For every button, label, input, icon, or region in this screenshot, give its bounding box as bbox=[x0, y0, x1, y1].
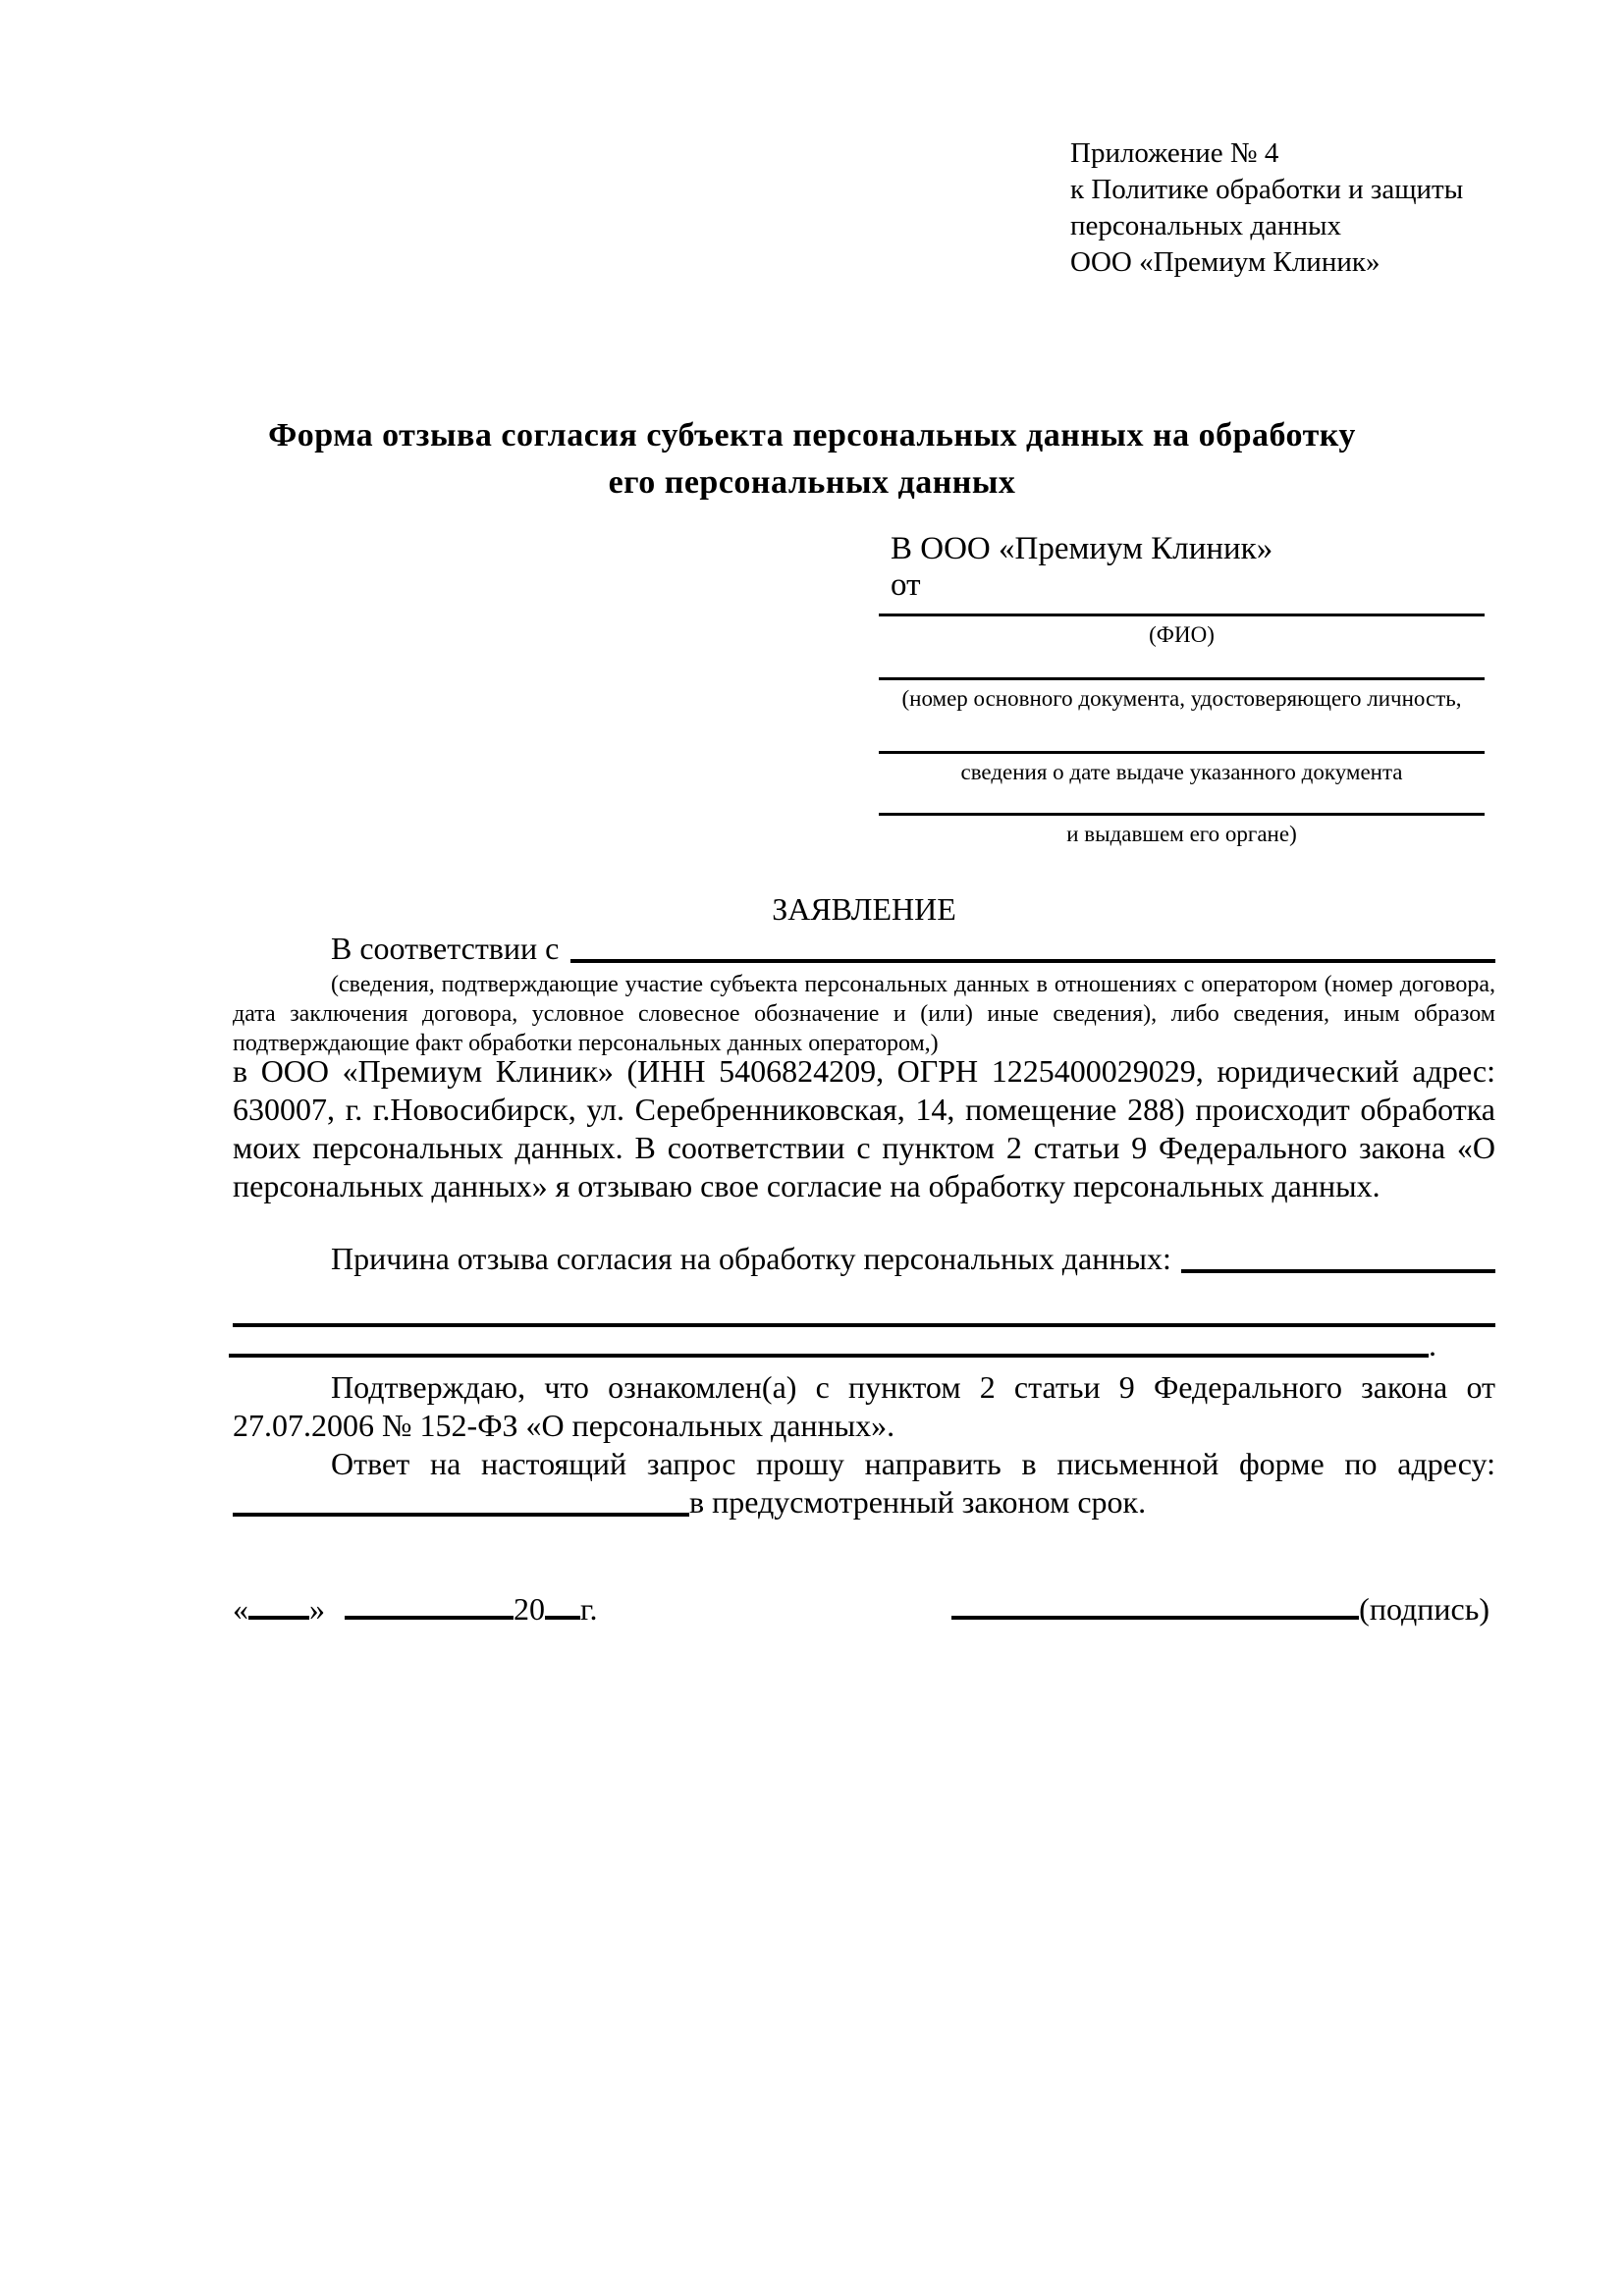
reason-row bbox=[233, 1239, 1495, 1278]
date-group bbox=[233, 1589, 598, 1629]
reason-fill-line bbox=[1181, 1269, 1495, 1273]
annex-line-3: персональных данных bbox=[1070, 210, 1342, 241]
date-year-suffix: г. bbox=[580, 1591, 598, 1627]
date-day-blank bbox=[248, 1616, 309, 1620]
issue-date-field-line bbox=[879, 751, 1485, 754]
issuing-authority-field-line bbox=[879, 813, 1485, 816]
reason-blank-line-2 bbox=[229, 1354, 1429, 1358]
reason-label: Причина отзыва согласия на обработку персональных данных: bbox=[331, 1241, 1171, 1276]
annex-line-4: ООО «Премиум Клиник» bbox=[1070, 246, 1380, 278]
basis-fill-line bbox=[570, 959, 1495, 963]
reply-address-row bbox=[233, 1482, 1495, 1522]
fio-field-line bbox=[879, 614, 1485, 616]
statement-body: в ООО «Премиум Клиник» (ИНН 5406824209, ОГРН 1225400029029, юридический адрес: 630007, г. г.Новосибирск, ул. Серебренниковская, 14, помещение 288) происходит обработка моих персональных данных. В соответствии с пунктом 2 статьи 9 Федерального закона «О персональных данных» я отзываю свое согласие на обработку персональных данных. bbox=[233, 1053, 1495, 1203]
date-year-blank bbox=[545, 1616, 580, 1620]
fio-field-caption: (ФИО) bbox=[1149, 622, 1215, 647]
document-number-field-line bbox=[879, 677, 1485, 680]
addressee-to: В ООО «Премиум Клиник» bbox=[891, 531, 1273, 566]
date-year-prefix: 20 bbox=[514, 1591, 545, 1627]
date-quote-open: « bbox=[233, 1591, 248, 1627]
document-title-line-2: его персональных данных bbox=[608, 464, 1016, 501]
issue-date-field-caption: сведения о дате выдаче указанного документа bbox=[960, 760, 1403, 784]
signature-group bbox=[951, 1589, 1489, 1629]
reason-end-period: . bbox=[1429, 1327, 1436, 1362]
document-title-line-1: Форма отзыва согласия субъекта персональных данных на обработку bbox=[268, 417, 1356, 454]
annex-block bbox=[1070, 135, 1463, 281]
date-quote-close: » bbox=[309, 1591, 325, 1627]
annex-line-1: Приложение № 4 bbox=[1070, 137, 1279, 169]
signature-blank-line bbox=[951, 1616, 1359, 1620]
date-month-blank bbox=[345, 1616, 514, 1620]
date-signature-row bbox=[233, 1589, 1489, 1629]
statement-footnote: (сведения, подтверждающие участие субъекта персональных данных в отношениях с оператором (номер договора, дата заключения договора, условное словесное обозначение и (или) иные сведения), либо сведения, иным образом подтверждающие факт обработки персональных данных оператором,) bbox=[233, 972, 1495, 1056]
statement-heading: ЗАЯВЛЕНИЕ bbox=[772, 891, 956, 927]
intro-prefix: В соответствии с bbox=[331, 931, 560, 966]
reason-blank-line-2-row bbox=[229, 1327, 1499, 1362]
signature-caption: (подпись) bbox=[1359, 1591, 1489, 1627]
annex-line-2: к Политике обработки и защиты bbox=[1070, 174, 1464, 205]
reply-tail: в предусмотренный законом срок. bbox=[689, 1484, 1147, 1520]
issuing-authority-field-caption: и выдавшем его органе) bbox=[1066, 822, 1297, 846]
document-number-field-caption: (номер основного документа, удостоверяющего личность, bbox=[901, 686, 1462, 711]
reply-address-line bbox=[233, 1513, 689, 1517]
document-title bbox=[174, 412, 1450, 507]
reply-request-line: Ответ на настоящий запрос прошу направить в письменной форме по адресу: bbox=[331, 1446, 1495, 1481]
confirmation-paragraph: Подтверждаю, что ознакомлен(а) с пунктом 2 статьи 9 Федерального закона от 27.07.2006 № 152-ФЗ «О персональных данных». bbox=[233, 1369, 1495, 1443]
intro-row bbox=[233, 929, 1495, 968]
addressee-from-label: от bbox=[891, 567, 921, 603]
